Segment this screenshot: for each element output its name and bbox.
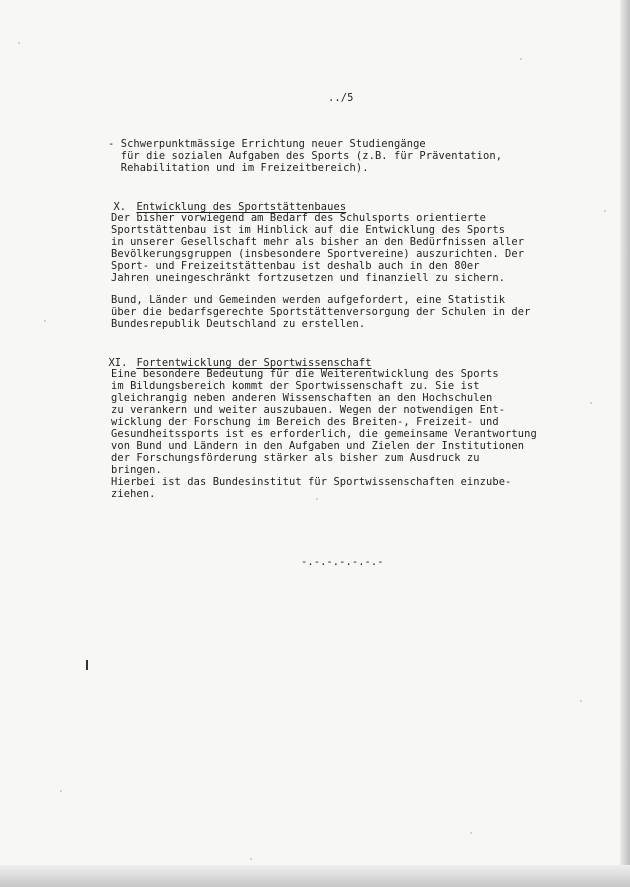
scan-speck [520, 58, 522, 60]
text-line: bringen. [111, 464, 162, 476]
bullet-line: - Schwerpunktmässige Errichtung neuer Studiengänge [108, 138, 426, 150]
section-x-paragraph-2 [111, 294, 591, 330]
text-line: der Forschungsförderung stärker als bisher zum Ausdruck zu [111, 452, 480, 464]
text-line: Jahren uneingeschränkt fortzusetzen und finanziell zu sichern. [111, 272, 506, 284]
text-line: ziehen. [111, 488, 156, 500]
text-line: wicklung der Forschung im Bereich des Breiten-, Freizeit- und [111, 416, 499, 428]
text-line: Gesundheitssports ist es erforderlich, die gemeinsame Verantwortung [111, 428, 537, 440]
page-number: ../5 [328, 92, 354, 104]
scan-speck [470, 832, 472, 834]
text-line: Sport- und Freizeitstättenbau ist deshalb auch in den 80er [111, 260, 480, 272]
text-line: Bundesrepublik Deutschland zu erstellen. [111, 318, 366, 330]
text-line: im Bildungsbereich kommt der Sportwissenschaft zu. Sie ist [111, 380, 480, 392]
margin-tick-mark [86, 660, 88, 670]
text-line: von Bund und Ländern in den Aufgaben und Zielen der Institutionen [111, 440, 525, 452]
text-line: Eine besondere Bedeutung für die Weiterentwicklung des Sports [111, 368, 499, 380]
text-line: über die bedarfsgerechte Sportstättenversorgung der Schulen in der [111, 306, 531, 318]
section-xi-number: XI. [108, 357, 128, 369]
page-bottom-shadow [0, 865, 630, 887]
bullet-line: Rehabilitation und im Freizeitbereich). [108, 162, 369, 174]
scan-speck [60, 790, 62, 792]
bullet-list-item [108, 138, 568, 174]
scan-speck [580, 700, 582, 702]
section-x-title: Entwicklung des Sportstättenbaues [136, 201, 347, 213]
section-x-paragraph-1 [111, 212, 591, 284]
scan-speck [18, 42, 20, 44]
end-of-text-mark: -.-.-.-.-.-.- [301, 556, 384, 568]
text-line: Der bisher vorwiegend am Bedarf des Schulsports orientierte [111, 212, 486, 224]
text-line: Bund, Länder und Gemeinden werden aufgefordert, eine Statistik [111, 294, 506, 306]
scan-speck [250, 858, 252, 860]
section-xi-title: Fortentwicklung der Sportwissenschaft [136, 357, 372, 369]
text-line: Hierbei ist das Bundesinstitut für Sportwissenschaften einzube- [111, 476, 512, 488]
text-line: Sportstättenbau ist im Hinblick auf die Entwicklung des Sports [111, 224, 506, 236]
page-edge-shadow [620, 0, 630, 887]
scan-speck [604, 210, 606, 212]
section-xi-paragraph [111, 368, 591, 500]
text-line: in unserer Gesellschaft mehr als bisher an den Bedürfnissen aller [111, 236, 525, 248]
text-line: gleichrangig neben anderen Wissenschaften an den Hochschulen [111, 392, 493, 404]
text-line: Bevölkerungsgruppen (insbesondere Sportvereine) auszurichten. Der [111, 248, 525, 260]
bullet-line: für die sozialen Aufgaben des Sports (z.B. für Präventation, [108, 150, 503, 162]
scan-speck [44, 320, 46, 322]
text-line: zu verankern und weiter auszubauen. Wegen der notwendigen Ent- [111, 404, 506, 416]
section-x-number: X. [113, 201, 127, 213]
